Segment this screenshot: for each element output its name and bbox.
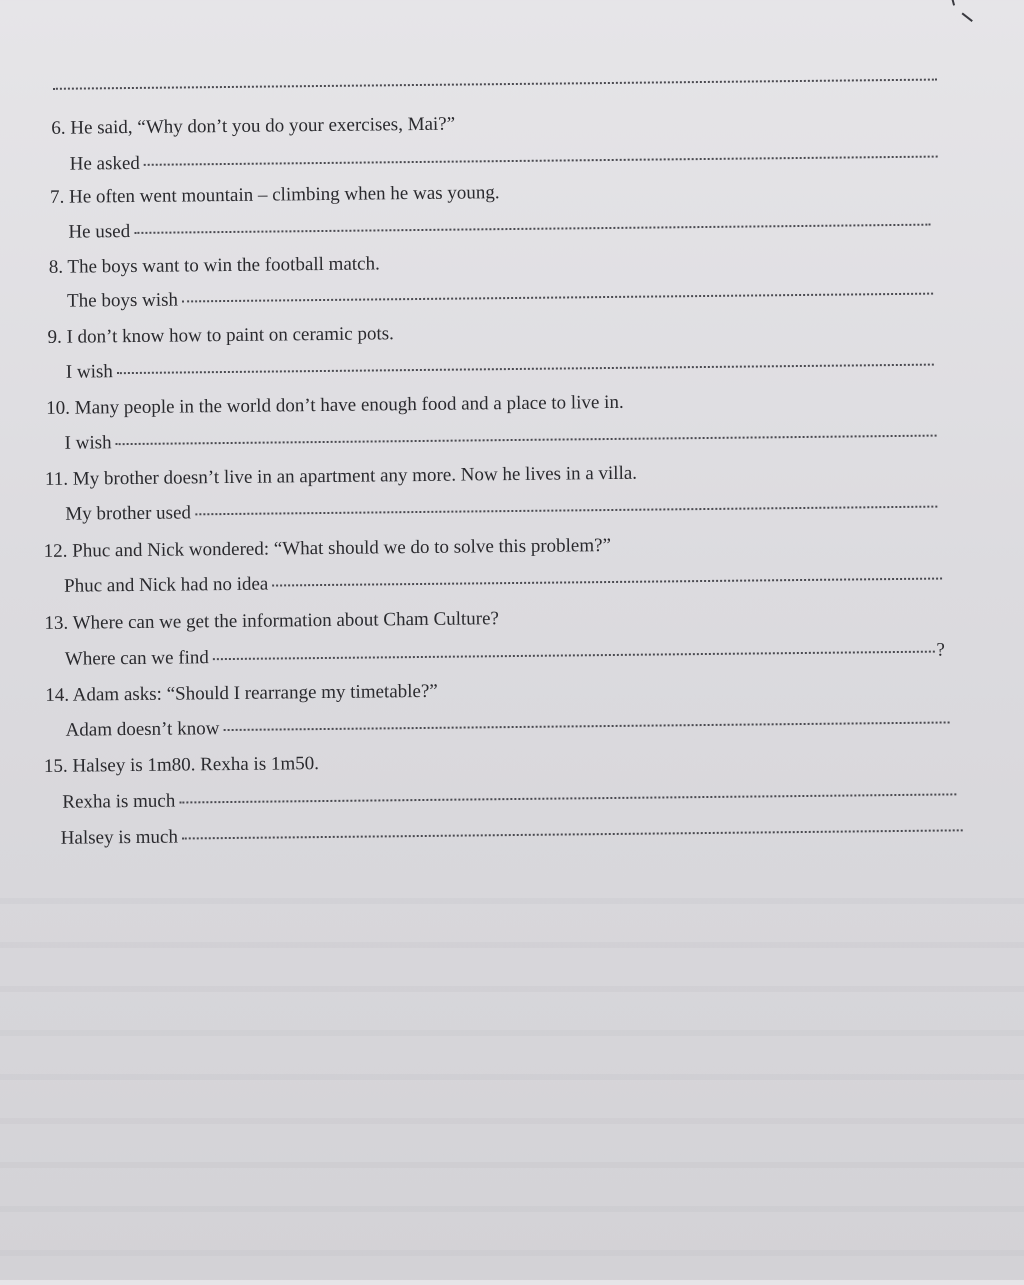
question-text: 8. The boys want to win the football match. [48,253,380,278]
answer-14[interactable] [66,710,950,741]
question-text: 11. My brother doesn’t live in an apartment any more. Now he lives in a villa. [44,462,638,490]
answer-13[interactable] [65,640,945,671]
answer-15b[interactable] [61,818,963,849]
dotted-blank[interactable] [213,651,935,661]
answer-lead: The boys wish [67,289,179,312]
answer-lead: He used [68,221,131,243]
dotted-blank[interactable] [134,224,930,234]
answer-11[interactable] [65,495,937,526]
question-text: 14. Adam asks: “Should I rearrange my timetable?” [45,680,438,706]
answer-lead: Phuc and Nick had no idea [64,573,269,597]
question-10 [46,392,624,420]
question-9 [47,323,394,349]
dotted-blank[interactable] [195,506,937,516]
question-text: 6. He said, “Why don’t you do your exercises, Mai?” [51,113,456,139]
dotted-blank[interactable] [179,793,956,803]
dotted-blank[interactable] [116,435,937,446]
question-text: 7. He often went mountain – climbing when he was young. [49,182,500,208]
answer-7[interactable] [68,213,930,244]
question-text: 9. I don’t know how to paint on ceramic pots. [47,323,394,348]
question-13 [44,608,499,635]
answer-lead: I wish [64,432,112,454]
question-12 [44,535,611,563]
question-text: 13. Where can we get the information about Cham Culture? [44,608,500,634]
dotted-blank[interactable] [117,364,934,375]
answer-lead: Halsey is much [60,826,179,849]
answer-line-5[interactable] [53,82,937,93]
pen-mark [948,0,976,25]
answer-lead: I wish [65,361,113,383]
question-text: 15. Halsey is 1m80. Rexha is 1m50. [43,753,320,777]
question-7 [50,182,500,209]
answer-lead: Rexha is much [62,790,176,813]
answer-lead: Where can we find [64,647,209,670]
answer-6[interactable] [70,145,938,176]
answer-lead: Adam doesn’t know [65,718,220,741]
answer-10[interactable] [65,424,937,455]
question-8 [49,253,380,278]
question-text: 10. Many people in the world don’t have enough food and a place to live in. [46,391,624,419]
answer-9[interactable] [66,353,934,384]
answer-lead: My brother used [65,502,192,525]
answer-12[interactable] [64,567,942,598]
question-6 [51,114,455,140]
dotted-blank[interactable] [182,293,933,303]
dotted-blank[interactable] [223,721,949,731]
question-mark: ? [936,639,945,661]
question-14 [45,681,438,707]
answer-lead: He asked [69,152,140,175]
question-text: 12. Phuc and Nick wondered: “What should we do to solve this problem?” [43,534,612,562]
dotted-blank[interactable] [144,156,938,166]
dotted-blank[interactable] [182,829,963,839]
question-15 [44,753,319,778]
dotted-blank[interactable] [272,578,942,587]
answer-8[interactable] [67,282,933,313]
question-11 [45,463,637,491]
dotted-blank[interactable] [53,79,937,90]
answer-15a[interactable] [62,782,956,813]
